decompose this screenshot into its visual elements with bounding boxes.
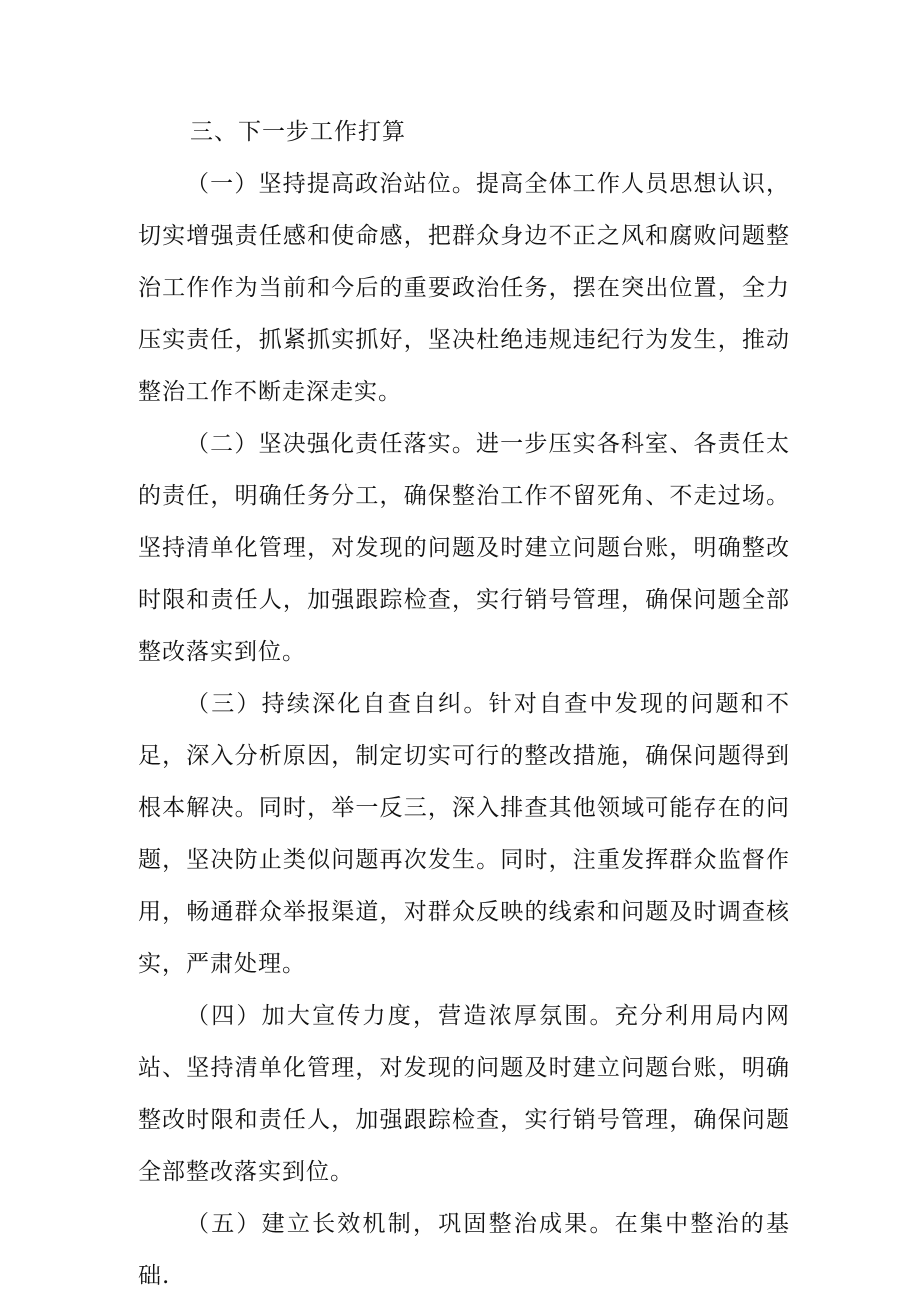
paragraph-2: （二）坚决强化责任落实。进一步压实各科室、各责任太的责任，明确任务分工，确保整治工作不留死角、不走过场。坚持清单化管理，对发现的问题及时建立问题台账，明确整改时限和责任人，加强跟踪检查，实行销号管理，确保问题全部整改落实到位。 xyxy=(138,431,790,665)
paragraph-5: （五）建立长效机制，巩固整治成果。在集中整治的基础. xyxy=(138,1211,790,1289)
paragraph-1: （一）坚持提高政治站位。提高全体工作人员思想认识，切实增强责任感和使命感，把群众身边不正之风和腐败问题整治工作作为当前和今后的重要政治任务，摆在突出位置，全力压实责任，抓紧抓实抓好，坚决杜绝违规违纪行为发生，推动整治工作不断走深走实。 xyxy=(138,171,790,405)
paragraph-3: （三）持续深化自查自纠。针对自查中发现的问题和不足，深入分析原因，制定切实可行的整改措施，确保问题得到根本解决。同时，举一反三，深入排查其他领域可能存在的问题，坚决防止类似问题再次发生。同时，注重发挥群众监督作用，畅通群众举报渠道，对群众反映的线索和问题及时调查核实，严肃处理。 xyxy=(138,691,790,977)
paragraph-4: （四）加大宣传力度，营造浓厚氛围。充分利用局内网站、坚持清单化管理，对发现的问题及时建立问题台账，明确整改时限和责任人，加强跟踪检查，实行销号管理，确保问题全部整改落实到位。 xyxy=(138,1003,790,1185)
section-heading: 三、下一步工作打算 xyxy=(190,119,406,145)
